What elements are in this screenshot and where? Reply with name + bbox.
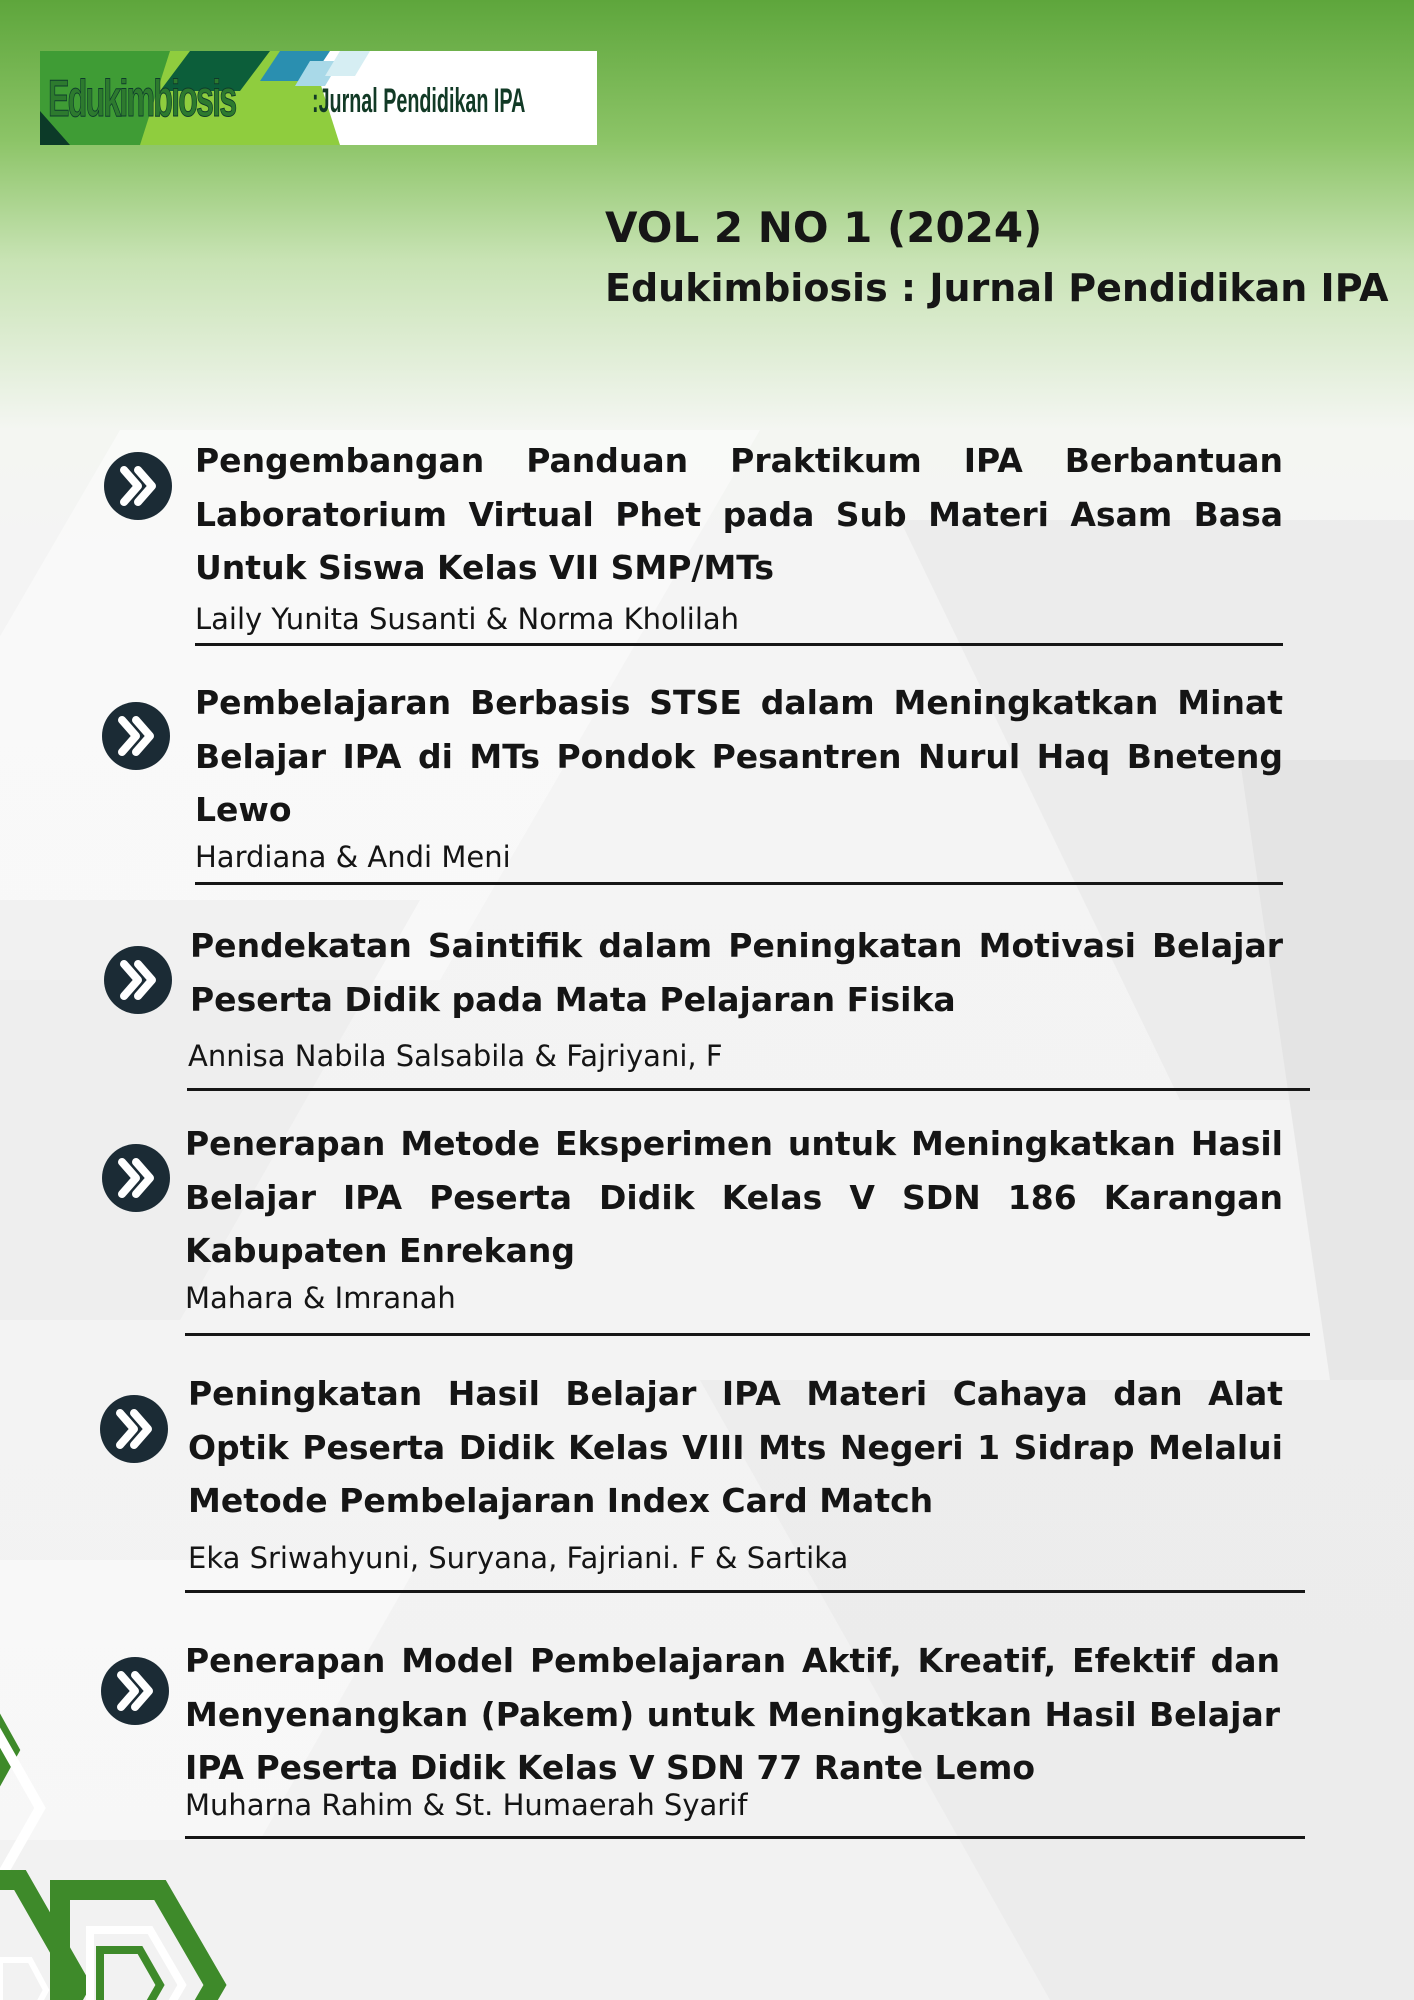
article-item[interactable] xyxy=(195,676,1283,877)
article-title[interactable]: Pengembangan Panduan Praktikum IPA Berbantuan Laboratorium Virtual Phet pada Sub Materi Asam Basa Untuk Siswa Kelas VII SMP/MTs xyxy=(195,441,1283,587)
article-item[interactable] xyxy=(195,434,1283,639)
journal-logo xyxy=(40,51,597,145)
double-chevron-right-icon[interactable] xyxy=(102,1144,170,1212)
article-title[interactable]: Penerapan Metode Eksperimen untuk Meningkatkan Hasil Belajar IPA Peserta Didik Kelas V SDN 186 Karangan Kabupaten Enrekang xyxy=(185,1124,1283,1270)
article-authors: Mahara & Imranah xyxy=(185,1280,456,1315)
volume-heading: VOL 2 NO 1 (2024) xyxy=(605,203,1043,252)
article-title[interactable]: Peningkatan Hasil Belajar IPA Materi Cahaya dan Alat Optik Peserta Didik Kelas VIII Mts Negeri 1 Sidrap Melalui Metode Pembelajaran Index Card Match xyxy=(188,1374,1283,1520)
article-divider xyxy=(185,1590,1305,1593)
article-divider xyxy=(185,1333,1310,1336)
logo-subtitle: :Jurnal Pendidikan IPA xyxy=(312,82,526,120)
article-authors: Annisa Nabila Salsabila & Fajriyani, F xyxy=(188,1039,723,1073)
article-divider xyxy=(185,1836,1305,1839)
article-authors: Hardiana & Andi Meni xyxy=(195,839,511,874)
article-item[interactable] xyxy=(188,1367,1283,1578)
article-title[interactable]: Pembelajaran Berbasis STSE dalam Meningkatkan Minat Belajar IPA di MTs Pondok Pesantren Nurul Haq Bneteng Lewo xyxy=(195,683,1283,829)
double-chevron-right-icon[interactable] xyxy=(101,1657,169,1725)
double-chevron-right-icon[interactable] xyxy=(100,1395,168,1463)
double-chevron-right-icon[interactable] xyxy=(102,702,170,770)
article-authors: Muharna Rahim & St. Humaerah Syarif xyxy=(185,1787,748,1822)
article-divider xyxy=(195,643,1283,646)
article-title[interactable]: Penerapan Model Pembelajaran Aktif, Kreatif, Efektif dan Menyenangkan (Pakem) untuk Meningkatkan Hasil Belajar IPA Peserta Didik Kelas V SDN 77 Rante Lemo xyxy=(185,1641,1280,1787)
article-divider xyxy=(195,882,1283,885)
article-divider xyxy=(187,1088,1310,1091)
article-item[interactable] xyxy=(185,1634,1280,1825)
journal-heading: Edukimbiosis : Jurnal Pendidikan IPA xyxy=(605,266,1389,310)
article-item[interactable] xyxy=(190,919,1283,1076)
double-chevron-right-icon[interactable] xyxy=(104,946,172,1014)
article-authors: Laily Yunita Susanti & Norma Kholilah xyxy=(195,601,740,636)
article-item[interactable] xyxy=(185,1117,1283,1318)
logo-name: Edukimbiosis xyxy=(48,70,236,128)
double-chevron-right-icon[interactable] xyxy=(104,452,172,520)
article-title[interactable]: Pendekatan Saintifik dalam Peningkatan Motivasi Belajar Peserta Didik pada Mata Pelajaran Fisika xyxy=(190,926,1283,1019)
article-authors: Eka Sriwahyuni, Suryana, Fajriani. F & Sartika xyxy=(188,1540,849,1575)
